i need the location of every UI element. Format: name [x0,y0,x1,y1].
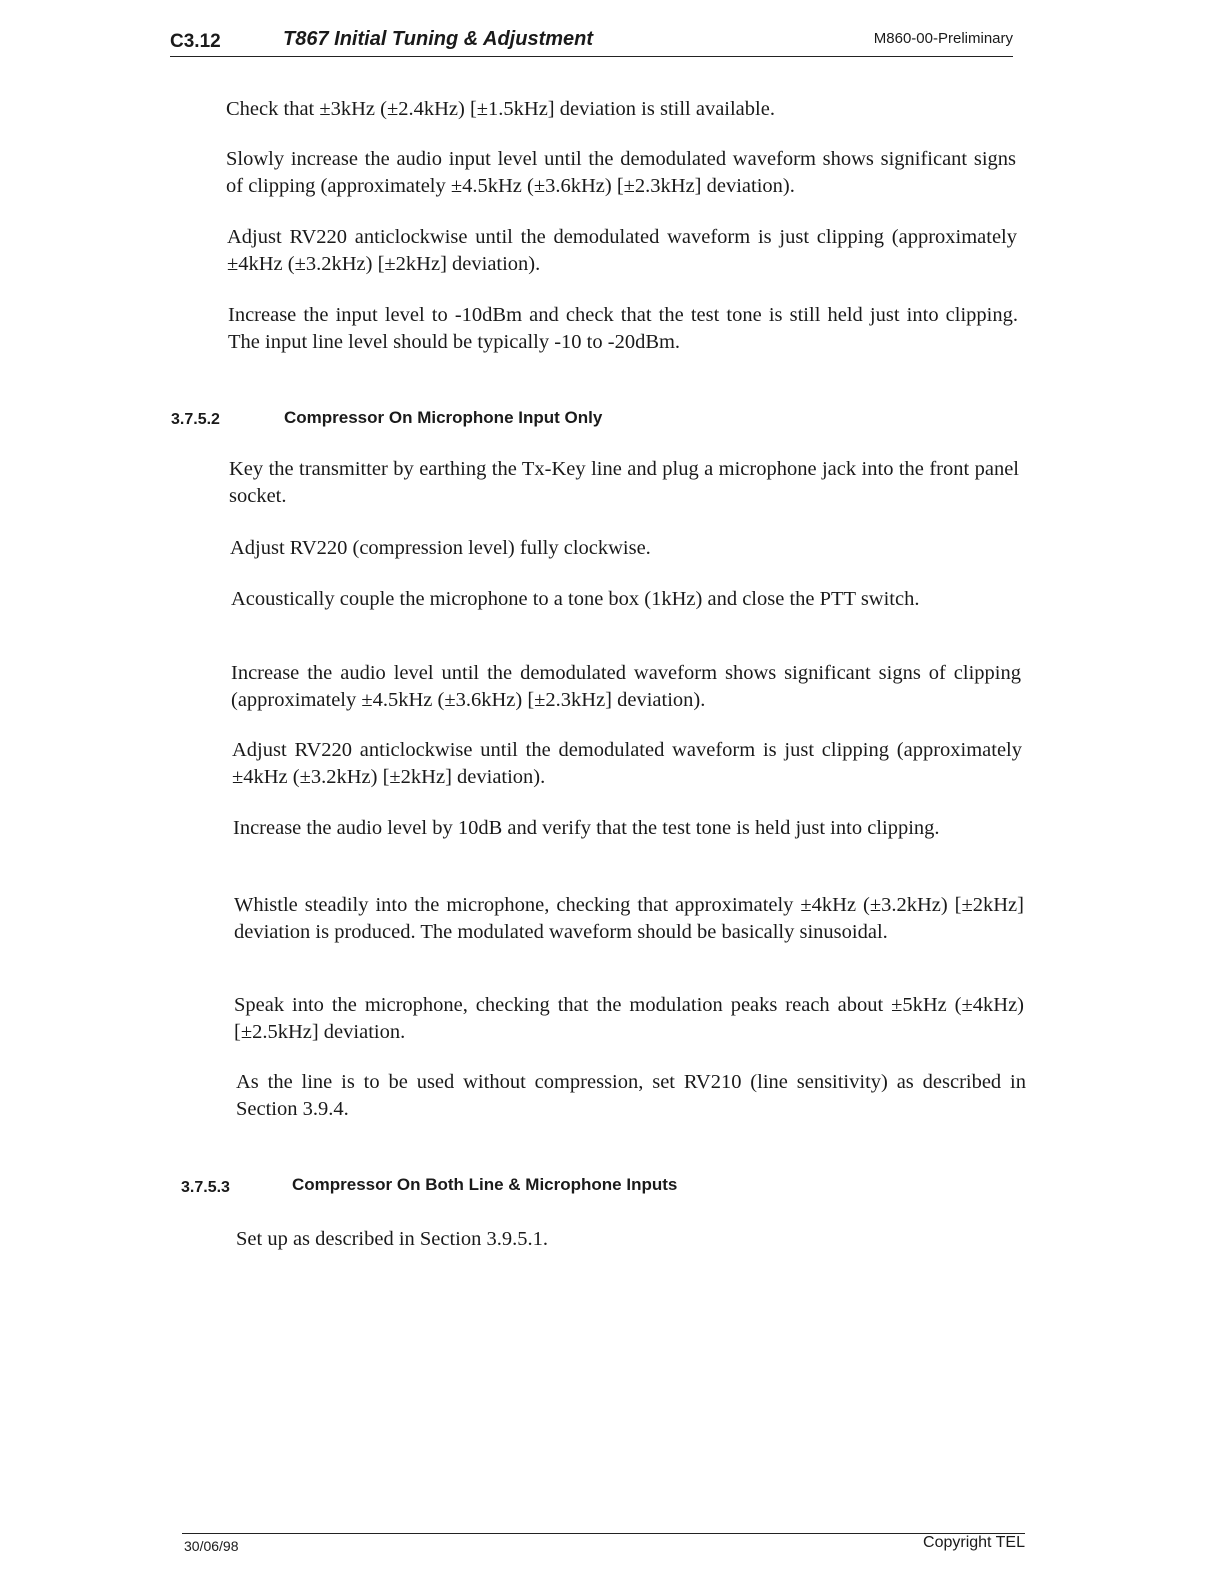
header-document-ref: M860-00-Preliminary [873,30,1013,47]
section-title: Compressor On Both Line & Microphone Inputs [292,1175,678,1194]
paragraph: Adjust RV220 anticlockwise until the demodulated waveform is just clipping (approximately ±4kHz (±3.2kHz) [±2kHz] deviation). [227,226,1017,275]
paragraph: Increase the audio level by 10dB and verify that the test tone is held just into clipping. [233,817,940,839]
section-title: Compressor On Microphone Input Only [284,408,603,427]
paragraph: Adjust RV220 anticlockwise until the demodulated waveform is just clipping (approximately ±4kHz (±3.2kHz) [±2kHz] deviation). [232,739,1022,788]
paragraph: Speak into the microphone, checking that the modulation peaks reach about ±5kHz (±4kHz) [±2.5kHz] deviation. [234,994,1024,1043]
paragraph: Adjust RV220 (compression level) fully clockwise. [230,537,651,559]
paragraph: Slowly increase the audio input level until the demodulated waveform shows significant signs of clipping (approximately ±4.5kHz (±3.6kHz) [±2.3kHz] deviation). [226,148,1016,197]
paragraph: As the line is to be used without compression, set RV210 (line sensitivity) as described in Section 3.9.4. [236,1071,1026,1120]
footer-date: 30/06/98 [184,1538,239,1554]
paragraph: Check that ±3kHz (±2.4kHz) [±1.5kHz] deviation is still available. [226,98,775,120]
section-number: 3.7.5.3 [181,1179,230,1196]
page-header [170,26,1013,57]
footer-copyright: Copyright TEL [923,1534,1025,1551]
section-number: 3.7.5.2 [171,411,220,428]
header-section-number: C3.12 [170,31,221,52]
page-footer [182,1533,1025,1558]
paragraph: Whistle steadily into the microphone, checking that approximately ±4kHz (±3.2kHz) [±2kHz] deviation is produced. The modulated waveform should be basically sinusoidal. [234,894,1024,943]
paragraph: Acoustically couple the microphone to a tone box (1kHz) and close the PTT switch. [231,588,920,610]
paragraph: Set up as described in Section 3.9.5.1. [236,1228,549,1250]
paragraph: Increase the audio level until the demodulated waveform shows significant signs of clipping (approximately ±4.5kHz (±3.6kHz) [±2.3kHz] deviation). [231,662,1021,711]
paragraph: Key the transmitter by earthing the Tx-Key line and plug a microphone jack into the front panel socket. [229,458,1019,507]
paragraph: Increase the input level to -10dBm and check that the test tone is still held just into clipping. The input line level should be typically -10 to -20dBm. [228,304,1018,353]
header-title: T867 Initial Tuning & Adjustment [283,28,594,50]
